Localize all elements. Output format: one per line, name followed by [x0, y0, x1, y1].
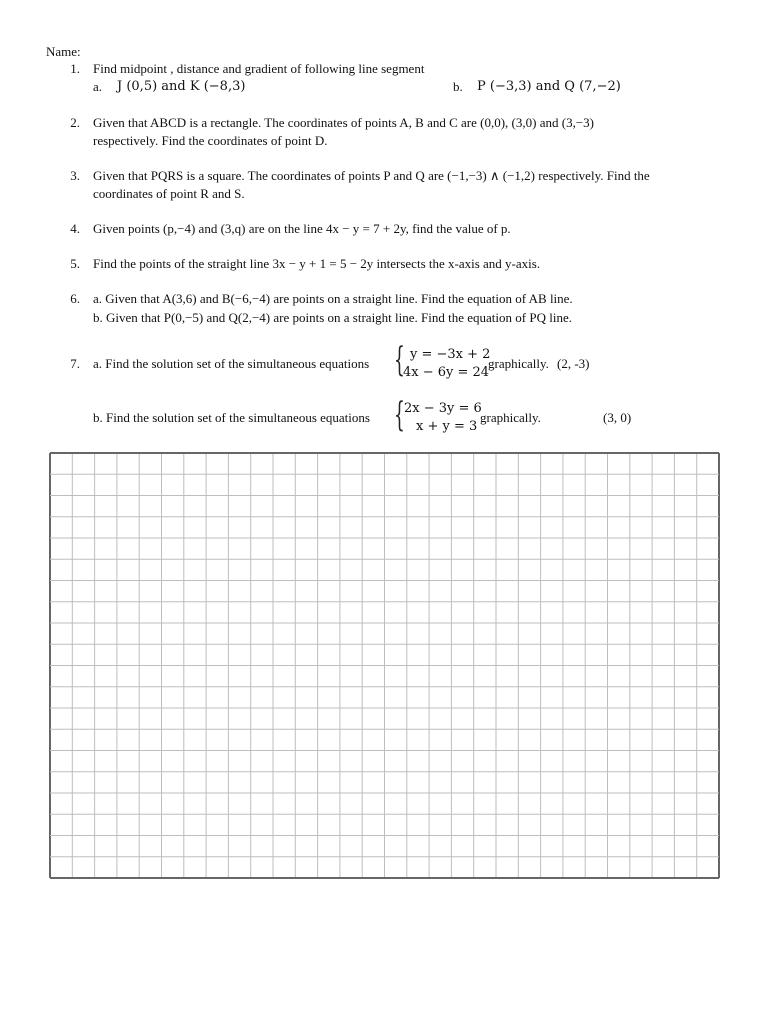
question-2-line1: Given that ABCD is a rectangle. The coordinates of points A, B and C are (0,0), (3,0) and (3,−3) — [93, 115, 594, 130]
question-7-number: 7. — [70, 356, 80, 371]
question-6-number: 6. — [70, 291, 80, 306]
question-6a-text: a. Given that A(3,6) and B(−6,−4) are points on a straight line. Find the equation of AB line. — [93, 291, 573, 306]
question-7a-eq2: 4x − 6y = 24 — [403, 365, 490, 380]
question-1b-text: P (−3,3) and Q (7,−2) — [477, 79, 621, 94]
question-6b-text: b. Given that P(0,−5) and Q(2,−4) are points on a straight line. Find the equation of PQ line. — [93, 310, 572, 325]
question-3-line2: coordinates of point R and S. — [93, 186, 245, 201]
brace-7b: { — [394, 395, 405, 435]
question-1a-label: a. — [93, 79, 103, 94]
question-7b-eq2: x + y = 3 — [416, 419, 478, 434]
question-7b-eq1: 2x − 3y = 6 — [404, 401, 482, 416]
question-5-number: 5. — [70, 256, 80, 271]
question-2-line2: respectively. Find the coordinates of point D. — [93, 133, 328, 148]
question-7b-answer: (3, 0) — [603, 410, 632, 425]
brace-7a: { — [394, 340, 405, 380]
question-1a-text: J (0,5) and K (−8,3) — [117, 79, 246, 94]
question-7a-suffix: graphically. — [488, 356, 549, 371]
graph-paper-grid — [49, 452, 720, 879]
question-2-number: 2. — [70, 115, 80, 130]
question-7a-eq1: y = −3x + 2 — [410, 347, 491, 362]
question-7b-prefix: b. Find the solution set of the simultaneous equations — [93, 410, 370, 425]
question-1-text: Find midpoint , distance and gradient of following line segment — [93, 61, 425, 76]
question-4-number: 4. — [70, 221, 80, 236]
question-1b-label: b. — [453, 79, 463, 94]
name-label: Name: — [46, 44, 81, 59]
question-1-number: 1. — [70, 61, 80, 76]
question-7b-suffix: graphically. — [480, 410, 541, 425]
question-7a-prefix: a. Find the solution set of the simultaneous equations — [93, 356, 370, 371]
question-7a-answer: (2, -3) — [557, 356, 590, 371]
question-3-line1: Given that PQRS is a square. The coordinates of points P and Q are (−1,−3) ∧ (−1,2) respectively. Find the — [93, 168, 650, 183]
question-5-text: Find the points of the straight line 3x − y + 1 = 5 − 2y intersects the x-axis and y-axis. — [93, 256, 541, 271]
question-3-number: 3. — [70, 168, 80, 183]
question-4-text: Given points (p,−4) and (3,q) are on the line 4x − y = 7 + 2y, find the value of p. — [93, 221, 511, 236]
